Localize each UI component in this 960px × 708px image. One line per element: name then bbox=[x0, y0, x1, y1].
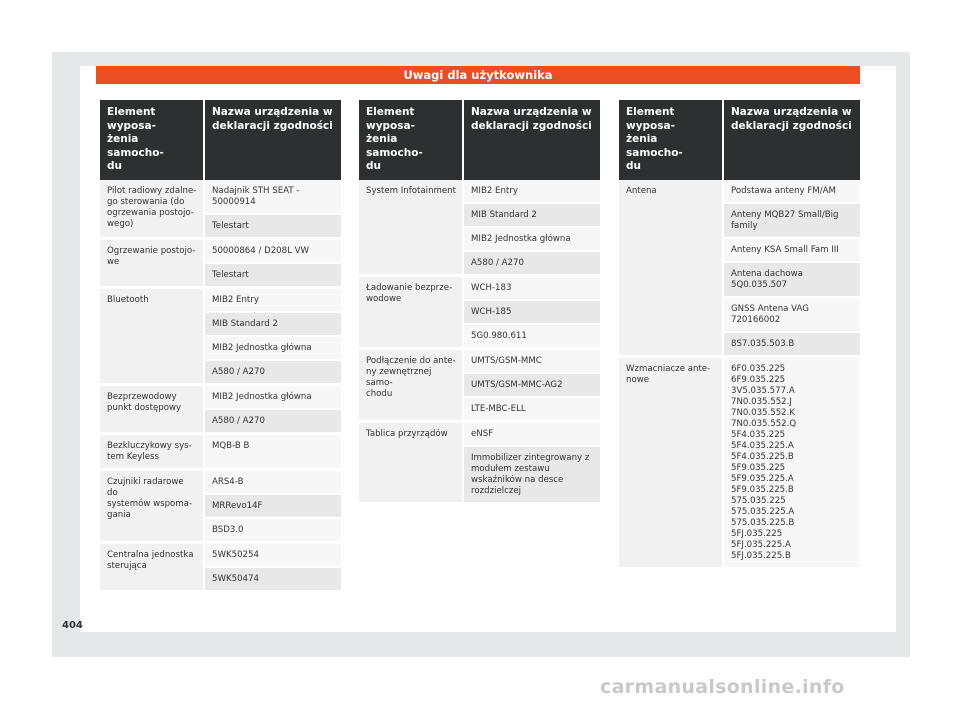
device-cell: Antena dachowa 5Q0.035.507 bbox=[723, 262, 860, 297]
table-column-2 bbox=[359, 100, 600, 502]
device-cell: Podstawa anteny FM/AM bbox=[723, 180, 860, 203]
device-cell: WCH-183 bbox=[463, 275, 600, 300]
header-device-name: Nazwa urządzenia w deklaracji zgodności bbox=[463, 100, 600, 180]
device-cell: MIB2 Entry bbox=[463, 180, 600, 203]
device-cell: MRRevo14F bbox=[204, 494, 341, 518]
device-cell: MIB2 Entry bbox=[204, 287, 341, 312]
element-cell: Bezprzewodowy punkt dostępowy bbox=[100, 384, 204, 433]
page-title: Uwagi dla użytkownika bbox=[96, 66, 860, 84]
element-cell: Wzmacniacze ante- nowe bbox=[619, 356, 723, 567]
element-cell: Centralna jednostka sterująca bbox=[100, 542, 204, 590]
element-cell: Podłączenie do ante- ny zewnętrznej samo- chodu bbox=[359, 348, 463, 421]
table-row bbox=[100, 433, 341, 469]
table-row bbox=[100, 287, 341, 312]
device-cell: MIB2 Jednostka główna bbox=[204, 384, 341, 409]
device-cell: 5WK50474 bbox=[204, 567, 341, 590]
device-cell: 5G0.980.611 bbox=[463, 324, 600, 349]
device-cell: ARS4-B bbox=[204, 469, 341, 494]
table-row bbox=[100, 384, 341, 409]
element-cell: Tablica przyrządów bbox=[359, 421, 463, 502]
device-cell: 50000864 / D208L VW bbox=[204, 238, 341, 263]
table-row bbox=[100, 180, 341, 214]
element-cell: Czujniki radarowe do systemów wspoma- gania bbox=[100, 469, 204, 542]
device-cell: GNSS Antena VAG 720166002 bbox=[723, 297, 860, 332]
table-row bbox=[359, 180, 600, 203]
table-row bbox=[100, 542, 341, 567]
device-cell: MIB2 Jednostka główna bbox=[204, 336, 341, 360]
device-cell: MIB2 Jednostka główna bbox=[463, 227, 600, 251]
device-cell: Immobilizer zintegrowany z modułem zestawu wskaźników na desce rozdzielczej bbox=[463, 446, 600, 502]
element-cell: Ładowanie bezprze- wodowe bbox=[359, 275, 463, 348]
element-cell: Antena bbox=[619, 180, 723, 357]
header-element: Element wyposa- żenia samocho- du bbox=[619, 100, 723, 180]
element-cell: Ogrzewanie postojo- we bbox=[100, 238, 204, 287]
table-row bbox=[359, 275, 600, 300]
device-cell: MIB Standard 2 bbox=[204, 312, 341, 336]
table-body bbox=[359, 180, 600, 502]
element-cell: Pilot radiowy zdalne- go sterowania (do ogrzewania postojo- wego) bbox=[100, 180, 204, 239]
declaration-table-2 bbox=[359, 100, 600, 502]
table-row bbox=[619, 180, 860, 203]
device-cell: MIB Standard 2 bbox=[463, 203, 600, 227]
table-column-1 bbox=[100, 100, 341, 590]
header-device-name: Nazwa urządzenia w deklaracji zgodności bbox=[723, 100, 860, 180]
page-number: 404 bbox=[62, 620, 83, 631]
device-cell: A580 / A270 bbox=[463, 251, 600, 276]
device-cell: 5WK50254 bbox=[204, 542, 341, 567]
header-element: Element wyposa- żenia samocho- du bbox=[359, 100, 463, 180]
device-cell: Telestart bbox=[204, 263, 341, 288]
table-row bbox=[100, 469, 341, 494]
device-cell: A580 / A270 bbox=[204, 360, 341, 385]
element-cell: Bezkluczykowy sys- tem Keyless bbox=[100, 433, 204, 469]
header-element: Element wyposa- żenia samocho- du bbox=[100, 100, 204, 180]
device-cell: MQB-B B bbox=[204, 433, 341, 469]
device-cell: Nadajnik STH SEAT - 50000914 bbox=[204, 180, 341, 214]
table-row bbox=[359, 348, 600, 373]
table-body bbox=[619, 180, 860, 567]
table-column-3 bbox=[619, 100, 860, 567]
device-cell: eNSF bbox=[463, 421, 600, 446]
header-device-name: Nazwa urządzenia w deklaracji zgodności bbox=[204, 100, 341, 180]
table-body bbox=[100, 180, 341, 590]
element-cell: System Infotainment bbox=[359, 180, 463, 276]
watermark-text: carmanualsonline.info bbox=[600, 676, 845, 698]
device-cell: LTE-MBC-ELL bbox=[463, 397, 600, 422]
device-cell: Telestart bbox=[204, 214, 341, 239]
declaration-table-1 bbox=[100, 100, 341, 590]
device-cell: UMTS/GSM-MMC-AG2 bbox=[463, 373, 600, 397]
device-cell: 8S7.035.503.B bbox=[723, 332, 860, 357]
table-row bbox=[619, 356, 860, 567]
table-row bbox=[359, 421, 600, 446]
device-cell: Anteny KSA Small Fam III bbox=[723, 238, 860, 262]
device-cell: 6F0.035.225 6F9.035.225 3V5.035.577.A 7N0.035.552.J 7N0.035.552.K 7N0.035.552.Q 5F4.035.225 5F4.035.225.A 5F4.035.225.B 5F9.035.225 5F9.035.225.A 5F9.035.225.B 575.035.225 575.035.225.A 575.035.225.B 5FJ.035.225 5FJ.035.225.A 5FJ.035.225.B bbox=[723, 356, 860, 567]
table-row bbox=[100, 238, 341, 263]
device-cell: WCH-185 bbox=[463, 300, 600, 324]
element-cell: Bluetooth bbox=[100, 287, 204, 384]
device-cell: A580 / A270 bbox=[204, 409, 341, 434]
device-cell: BSD3.0 bbox=[204, 518, 341, 543]
device-cell: Anteny MQB27 Small/Big family bbox=[723, 203, 860, 238]
declaration-table-3 bbox=[619, 100, 860, 567]
device-cell: UMTS/GSM-MMC bbox=[463, 348, 600, 373]
